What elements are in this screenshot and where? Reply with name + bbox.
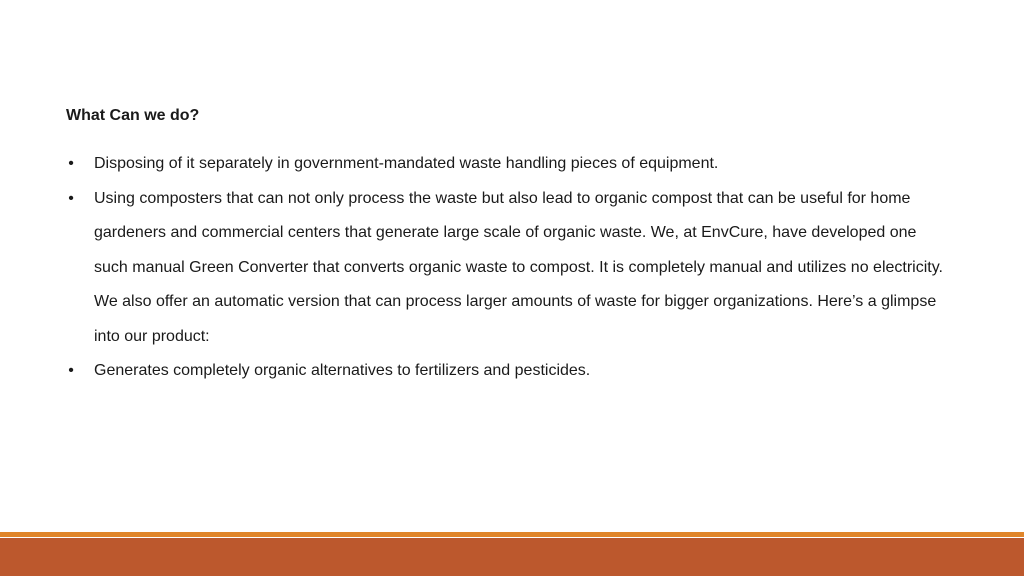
bullet-text: Disposing of it separately in government-mandated waste handling pieces of equipment. [94, 155, 719, 172]
bullet-text: Generates completely organic alternatives to fertilizers and pesticides. [94, 362, 591, 379]
bullet-list [66, 147, 946, 389]
footer-accent-line [0, 532, 1024, 537]
slide-content [66, 105, 946, 389]
list-item [66, 147, 946, 182]
footer-bar [0, 538, 1024, 576]
list-item [66, 182, 946, 355]
bullet-icon: • [68, 189, 74, 207]
bullet-text: Using composters that can not only process the waste but also lead to organic compost that can be useful for home gardeners and commercial centers that generate large scale of organic waste. We, at EnvCure, have developed one such manual Green Converter that converts organic waste to compost. It is completely manual and utilizes no electricity. We also offer an automatic version that can process larger amounts of waste for bigger organizations. Here’s a glimpse into our product: [94, 189, 943, 345]
bullet-icon: • [68, 155, 74, 172]
list-item [66, 354, 946, 389]
slide-heading: What Can we do? [66, 107, 200, 124]
bullet-icon: • [68, 362, 74, 379]
